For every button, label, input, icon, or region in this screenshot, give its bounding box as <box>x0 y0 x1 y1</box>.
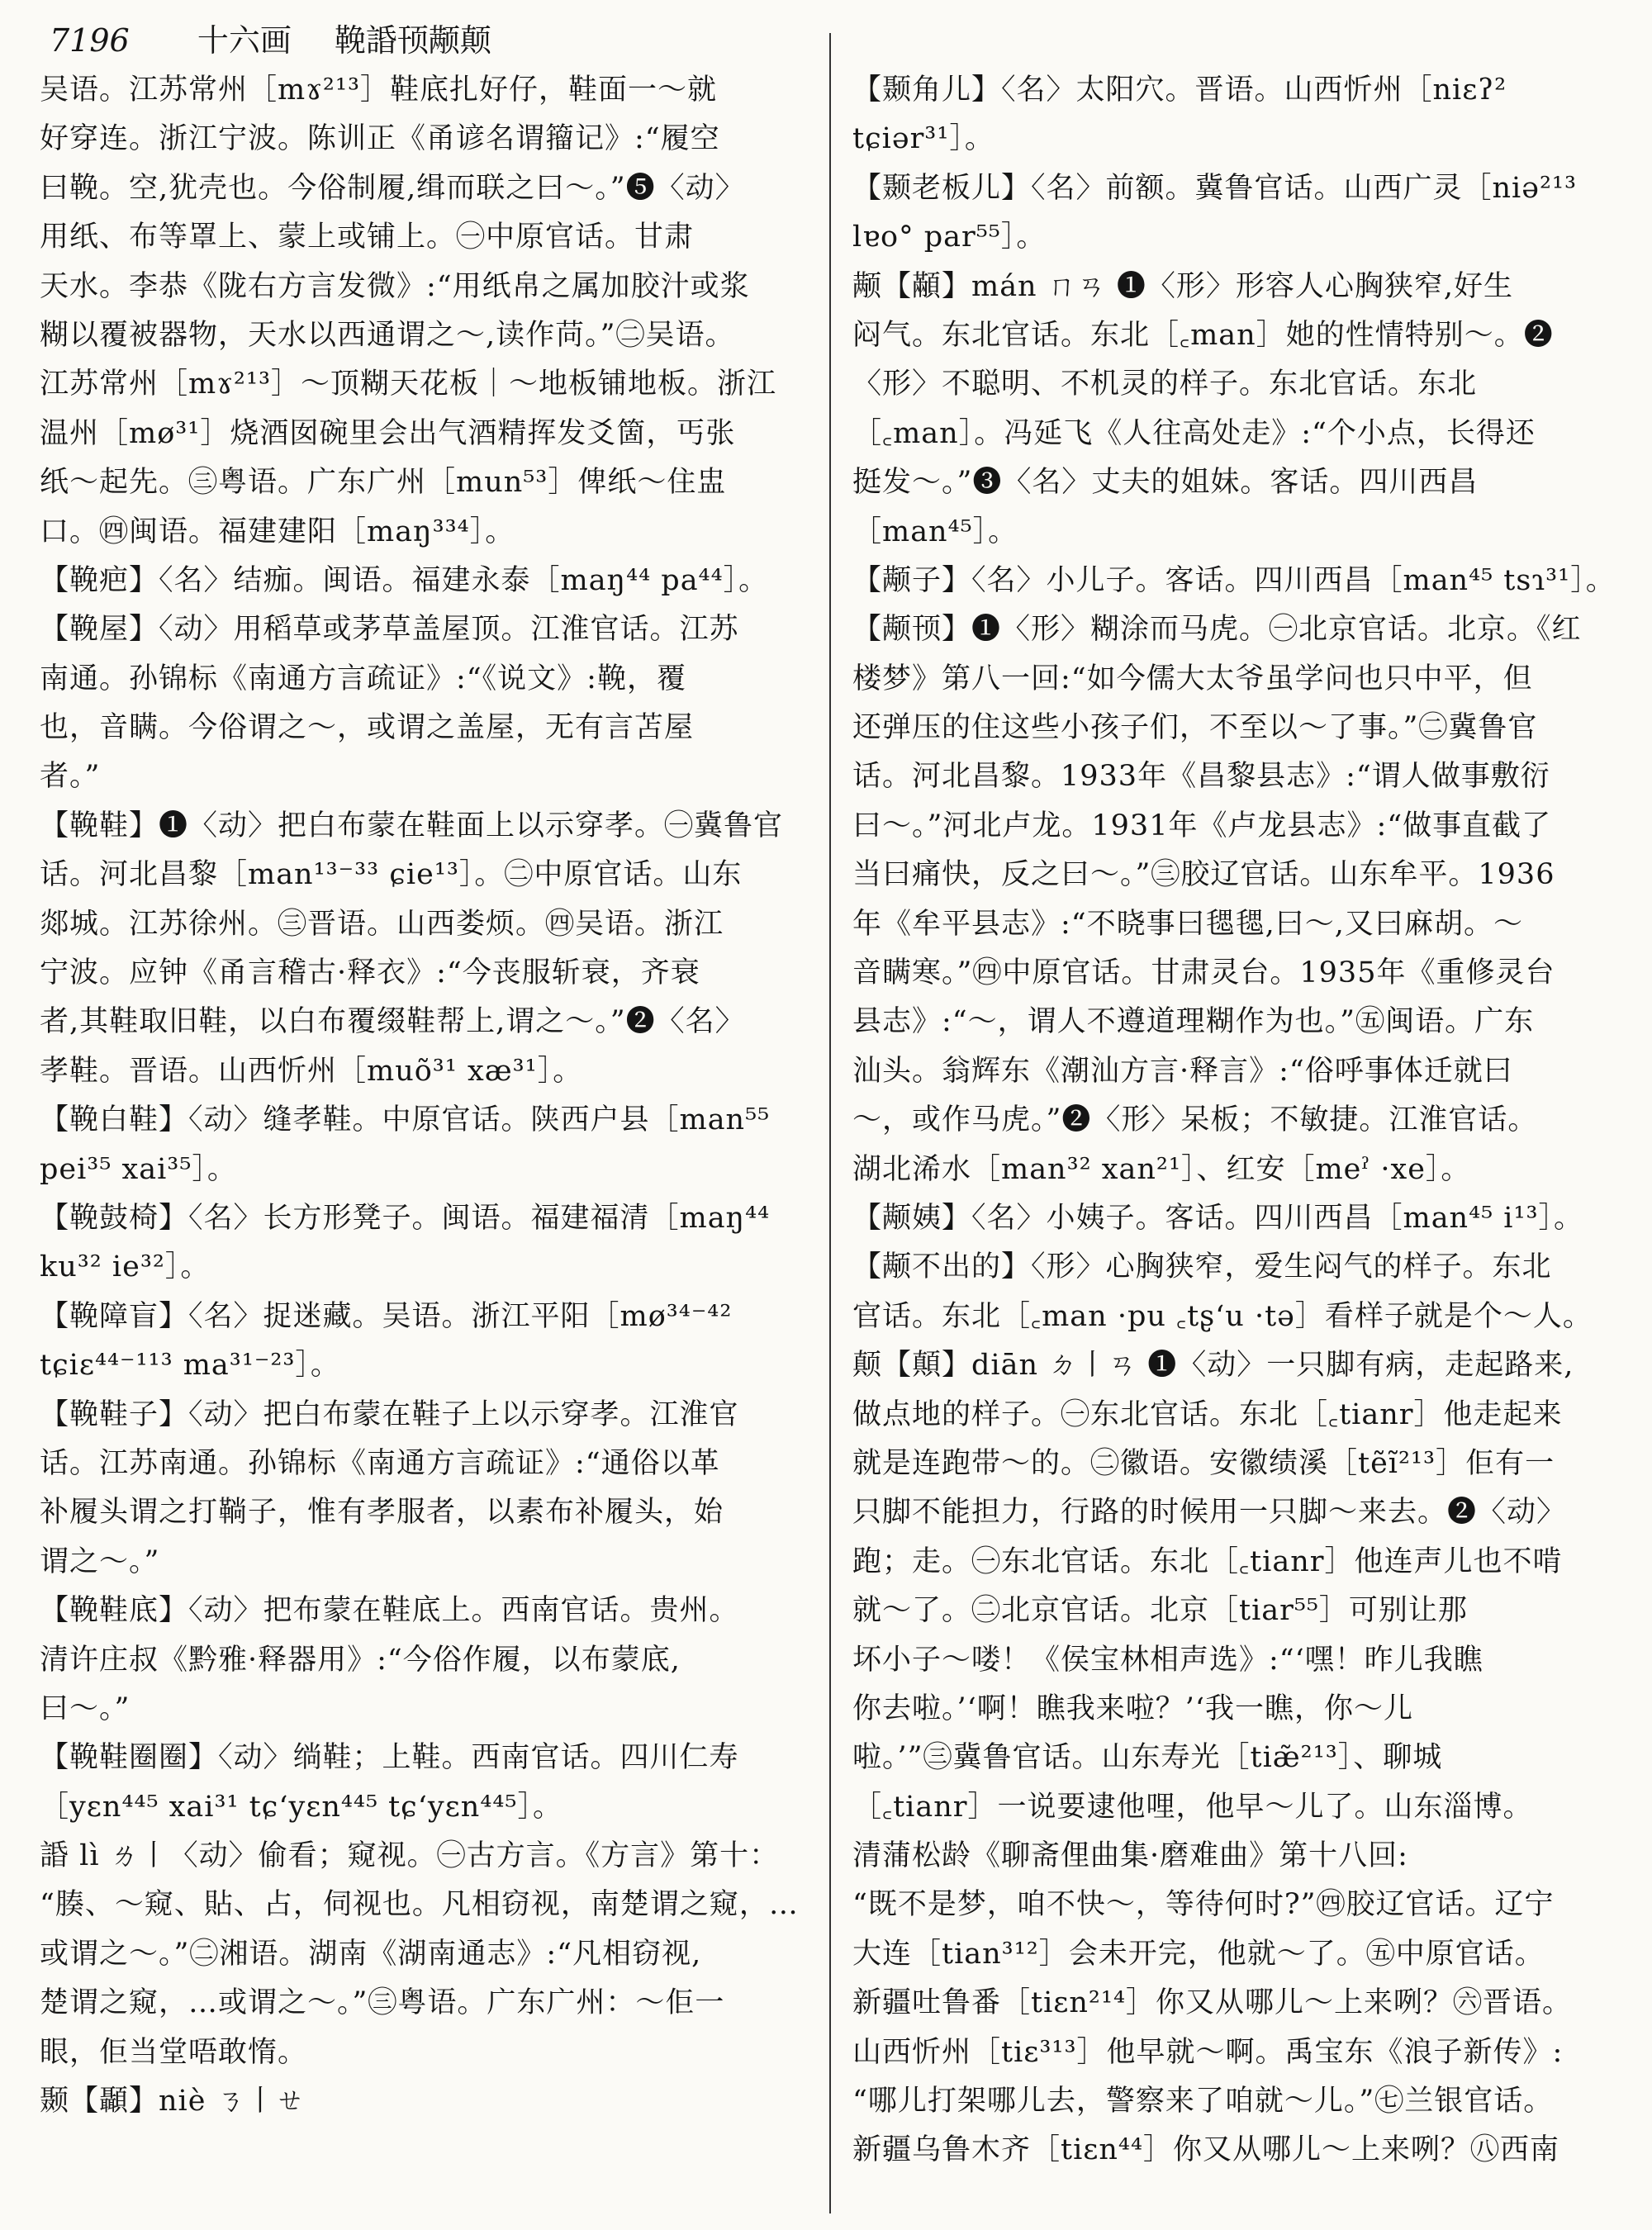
left-column <box>40 66 833 2213</box>
text-line: 纸～起先。㊂粤语。广东广州［mun⁵³］俾纸～住盅 <box>40 466 727 500</box>
text-line: tɕiər³¹］。 <box>852 122 995 156</box>
text-line: ～，或作马虎。”❷〈形〉呆板；不敏捷。江淮官话。 <box>852 1103 1538 1137</box>
text-line: 音瞒寒。”㊃中原官话。甘肃灵台。1935年《重修灵台 <box>852 956 1555 990</box>
text-line: pei³⁵ xai³⁵］。 <box>40 1152 237 1186</box>
text-line: 闷气。东北官话。东北［꜀man］她的性情特别～。❷ <box>852 318 1554 352</box>
text-line: 话。河北昌黎［man¹³⁻³³ ɕie¹³］。㊁中原官话。山东 <box>40 858 743 892</box>
text-line: 曰～。”河北卢龙。1931年《卢龙县志》:“做事直截了 <box>852 809 1552 842</box>
text-line: 啦。’”㊂冀鲁官话。山东寿光［tiæ̃²¹³］、聊城 <box>852 1741 1443 1775</box>
text-line: 【颞角儿】〈名〉太阳穴。晋语。山西忻州［niɛʔ² <box>852 74 1507 107</box>
text-line: 新疆乌鲁木齐［tiɛn⁴⁴］你又从哪儿～上来咧？㊇西南 <box>852 2133 1559 2167</box>
text-line: 【颟子】〈名〉小儿子。客话。四川西昌［man⁴⁵ tsɿ³¹］。 <box>852 563 1616 597</box>
text-line: 【鞔鞋底】〈动〉把布蒙在鞋底上。西南官话。贵州。 <box>40 1594 739 1628</box>
text-line: 也，音瞒。今俗谓之～，或谓之盖屋，无有言苫屋 <box>40 711 695 745</box>
text-line: 糊以覆被器物，天水以西通谓之～,读作苘。”㊁吴语。 <box>40 318 735 352</box>
text-line: 者,其鞋取旧鞋，以白布覆缀鞋帮上,谓之～。”❷〈名〉 <box>40 1005 745 1039</box>
text-line: 坏小子～喽！《侯宝林相声选》:“‘嘿！昨儿我瞧 <box>852 1643 1483 1677</box>
text-line: 天水。李恭《陇右方言发微》:“用纸帛之属加胶汁或浆 <box>40 269 750 303</box>
text-line: 温州［mø³¹］烧酒囡碗里会出气酒精挥发爻箇，丐张 <box>40 416 736 450</box>
text-line: 口。㊃闽语。福建建阳［maŋ³³⁴］。 <box>40 515 515 548</box>
text-line: 只脚不能担力，行路的时候用一只脚～来去。❷〈动〉 <box>852 1496 1567 1530</box>
text-line: 湖北浠水［man³² xan²¹］、红安［meˀ ·xe］。 <box>852 1152 1471 1186</box>
text-line: 郯城。江苏徐州。㊂晋语。山西娄烦。㊃吴语。浙江 <box>40 907 724 941</box>
text-line: 就～了。㊁北京官话。北京［tiar⁵⁵］可别让那 <box>852 1594 1468 1628</box>
guide-words: 鞔諙顸颟颠 <box>334 22 491 59</box>
text-line: 諙 lì ㄌ丨〈动〉偷看；窥视。㊀古方言。《方言》第十： <box>40 1839 780 1873</box>
text-line: 【鞔鼓椅】〈名〉长方形凳子。闽语。福建福清［maŋ⁴⁴ <box>40 1201 771 1235</box>
text-line: 汕头。翁辉东《潮汕方言·释言》:“俗呼事体迁就曰 <box>852 1054 1513 1088</box>
text-line: 孝鞋。晋语。山西忻州［muõ³¹ xæ³¹］。 <box>40 1054 583 1088</box>
text-line: 颞【顳】niè ㄋ丨ㄝ <box>40 2085 306 2118</box>
text-line: 就是连跑带～的。㊁徽语。安徽绩溪［tẽĩ²¹³］佢有一 <box>852 1446 1555 1480</box>
text-line: 【颟顸】❶〈形〉糊涂而马虎。㊀北京官话。北京。《红 <box>852 613 1582 647</box>
text-line: 用纸、布等罩上、蒙上或铺上。㊀中原官话。甘肃 <box>40 221 695 254</box>
text-line: 【鞔屋】〈动〉用稻草或茅草盖屋顶。江淮官话。江苏 <box>40 613 739 647</box>
text-line: 或谓之～。”㊁湘语。湖南《湖南通志》:“凡相窃视, <box>40 1937 702 1971</box>
text-line: 〈形〉不聪明、不机灵的样子。东北官话。东北 <box>852 368 1478 401</box>
text-line: 南通。孙锦标《南通方言疏证》:“《说文》:鞔，覆 <box>40 662 686 695</box>
text-line: 曰～。” <box>40 1691 131 1725</box>
text-line: ［man⁴⁵］。 <box>852 515 1018 548</box>
text-line: 【鞔鞋】❶〈动〉把白布蒙在鞋面上以示穿孝。㊀冀鲁官 <box>40 809 784 842</box>
text-line: 者。” <box>40 760 101 794</box>
text-line: 做点地的样子。㊀东北官话。东北［꜀tianr］他走起来 <box>852 1397 1563 1431</box>
text-line: lɐo° par⁵⁵］。 <box>852 221 1047 254</box>
text-line: ku³² ie³²］。 <box>40 1250 211 1284</box>
text-line: 【颟姨】〈名〉小姨子。客话。四川西昌［man⁴⁵ i¹³］。 <box>852 1201 1584 1235</box>
text-line: 眼，佢当堂唔敢惰。 <box>40 2035 308 2069</box>
text-line: 清许庄叔《黔雅·释器用》:“今俗作履，以布蒙底, <box>40 1643 681 1677</box>
text-line: 县志》:“～，谓人不遵道理糊作为也。”㊄闽语。广东 <box>852 1005 1535 1039</box>
text-line: 当曰痛快，反之曰～。”㊂胶辽官话。山东牟平。1936 <box>852 858 1555 892</box>
right-column <box>852 66 1625 2213</box>
text-line: 大连［tian³¹²］会未开完，他就～了。㊄中原官话。 <box>852 1937 1545 1971</box>
text-line: 【鞔鞋圈圈】〈动〉绱鞋；上鞋。西南官话。四川仁寿 <box>40 1741 739 1775</box>
text-line: 江苏常州［mɤ²¹³］～顶糊天花板｜～地板铺地板。浙江 <box>40 368 777 401</box>
text-line: 补履头谓之打鞝子，惟有孝服者，以素布补履头，始 <box>40 1496 724 1530</box>
text-line: 清蒲松龄《聊斋俚曲集·磨难曲》第十八回: <box>852 1839 1408 1873</box>
text-line: 【颞老板儿】〈名〉前额。冀鲁官话。山西广灵［niə²¹³ <box>852 171 1578 205</box>
text-line: 宁波。应钟《甬言稽古·释衣》:“今丧服斩衰，齐衰 <box>40 956 700 990</box>
text-line: “既不是梦，咱不快～，等待何时?”㊃胶辽官话。辽宁 <box>852 1888 1555 1922</box>
text-line: 山西忻州［tiɛ³¹³］他早就～啊。禹宝东《浪子新传》: <box>852 2035 1564 2069</box>
text-line: “哪儿打架哪儿去，警察来了咱就～儿。”㊆兰银官话。 <box>852 2085 1554 2118</box>
text-line: 曰鞔。空,犹壳也。今俗制履,缉而联之曰～。”❺〈动〉 <box>40 171 745 205</box>
text-line: 【颟不出的】〈形〉心胸狭窄，爱生闷气的样子。东北 <box>852 1250 1552 1284</box>
text-line: ［꜀tianr］一说要逮他哩，他早～儿了。山东淄博。 <box>852 1790 1533 1824</box>
text-line: 还弹压的住这些小孩子们，不至以～了事。”㊁冀鲁官 <box>852 711 1538 745</box>
text-line: 【鞔白鞋】〈动〉缝孝鞋。中原官话。陕西户县［man⁵⁵ <box>40 1103 771 1137</box>
text-line: 谓之～。” <box>40 1544 160 1578</box>
text-line: 话。河北昌黎。1933年《昌黎县志》:“谓人做事敷衍 <box>852 760 1550 794</box>
text-line: 【鞔障盲】〈名〉捉迷藏。吴语。浙江平阳［mø³⁴⁻⁴² <box>40 1299 733 1333</box>
text-line: 挺发～。”❸〈名〉丈夫的姐妹。客话。四川西昌 <box>852 466 1479 500</box>
text-line: 吴语。江苏常州［mɤ²¹³］鞋底扎好仔，鞋面一～就 <box>40 74 718 107</box>
text-line: 颠【顛】diān ㄉ丨ㄢ ❶〈动〉一只脚有病，走起路来, <box>852 1349 1574 1383</box>
text-line: 话。江苏南通。孙锦标《南通方言疏证》:“通俗以革 <box>40 1446 720 1480</box>
page-header <box>50 15 491 61</box>
text-line: 新疆吐鲁番［tiɛn²¹⁴］你又从哪儿～上来咧？㊅晋语。 <box>852 1986 1573 2020</box>
text-line: 跑；走。㊀东北官话。东北［꜀tianr］他连声儿也不啃 <box>852 1544 1563 1578</box>
text-line: 楚谓之窥，…或谓之～。”㊂粤语。广东广州：～佢一 <box>40 1986 725 2020</box>
text-line: 【鞔疤】〈名〉结痂。闽语。福建永泰［maŋ⁴⁴ pa⁴⁴］。 <box>40 563 769 597</box>
text-line: 楼梦》第八一回:“如今儒大太爷虽学问也只中平，但 <box>852 662 1533 695</box>
text-line: 好穿连。浙江宁波。陈训正《甬谚名谓籀记》:“履空 <box>40 122 720 156</box>
text-line: 颟【顢】mán ㄇㄢ ❶〈形〉形容人心胸狭窄,好生 <box>852 269 1513 303</box>
text-line: 【鞔鞋子】〈动〉把白布蒙在鞋子上以示穿孝。江淮官 <box>40 1397 739 1431</box>
text-line: tɕiɛ⁴⁴⁻¹¹³ ma³¹⁻²³］。 <box>40 1349 340 1383</box>
text-line: ［꜀man］。冯延飞《人往高处走》:“个小点，长得还 <box>852 416 1536 450</box>
text-line: 你去啦。’‘啊！瞧我来啦？’‘我一瞧，你～儿 <box>852 1691 1414 1725</box>
text-line: 官话。东北［꜀man ·pu ꜀tʂʻu ·tə］看样子就是个～人。 <box>852 1299 1593 1333</box>
text-line: ［yɛn⁴⁴⁵ xai³¹ tɕʻyɛn⁴⁴⁵ tɕʻyɛn⁴⁴⁵］。 <box>40 1790 563 1824</box>
page-number: 7196 <box>50 22 130 59</box>
section-title: 十六画 <box>197 22 292 59</box>
text-line: 年《牟平县志》:“不晓事曰毸毸,曰～,又曰麻胡。～ <box>852 907 1523 941</box>
text-line: “腠、～窥、貼、占，伺视也。凡相窃视，南楚谓之窥，… <box>40 1888 799 1922</box>
